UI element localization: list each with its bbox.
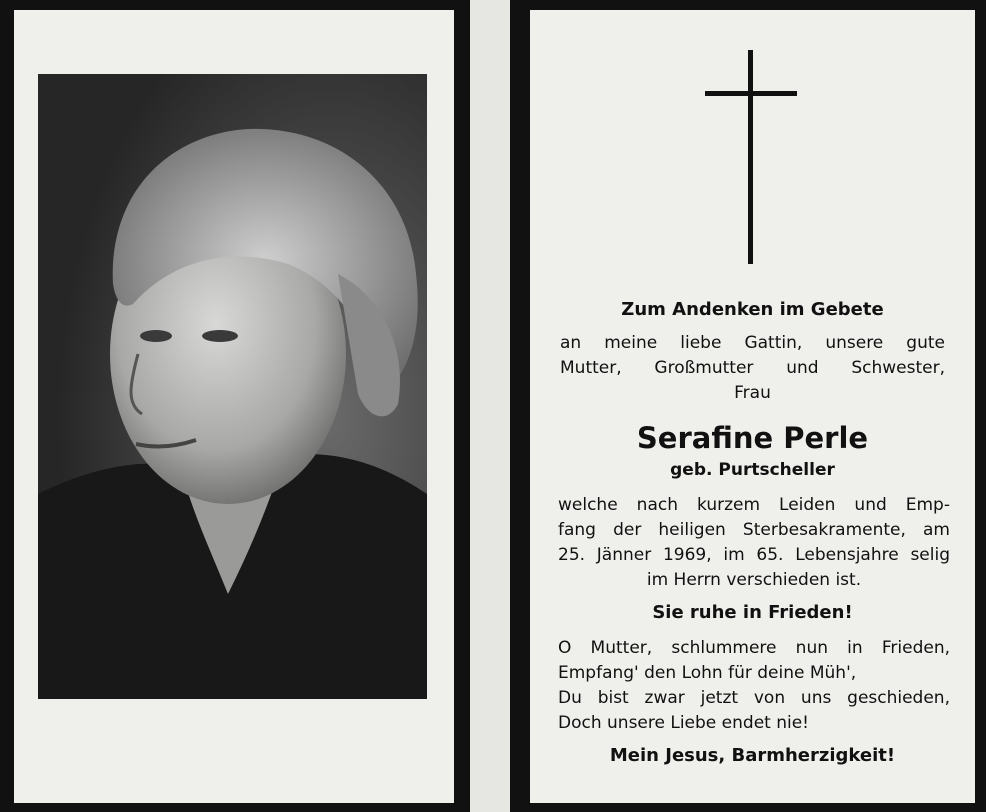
death-notice-line: im Herrn verschieden ist. bbox=[646, 570, 862, 590]
dedication-text bbox=[560, 331, 945, 406]
portrait-card bbox=[14, 10, 454, 803]
death-notice-line: welche nach kurzem Leiden und Emp- bbox=[558, 495, 950, 515]
dedication-line: Mutter, Großmutter und Schwester, bbox=[560, 358, 945, 378]
memorial-heading: Zum Andenken im Gebete bbox=[621, 299, 884, 320]
gutter-strip bbox=[470, 0, 510, 812]
maiden-name: geb. Purtscheller bbox=[670, 460, 835, 480]
death-notice-line: 25. Jänner 1969, im 65. Lebensjahre selig bbox=[558, 545, 950, 565]
poem-line: Empfang' den Lohn für deine Müh', bbox=[558, 663, 857, 683]
rest-in-peace: Sie ruhe in Frieden! bbox=[652, 602, 853, 623]
poem-line: Du bist zwar jetzt von uns geschieden, bbox=[558, 688, 950, 708]
death-notice bbox=[558, 493, 950, 593]
poem-line: O Mutter, schlummere nun in Frieden, bbox=[558, 638, 950, 658]
poem-line: Doch unsere Liebe endet nie! bbox=[558, 713, 809, 733]
death-notice-line: fang der heiligen Sterbesakramente, am bbox=[558, 520, 950, 540]
text-card bbox=[530, 10, 975, 803]
cross-icon bbox=[705, 50, 797, 264]
portrait-illustration bbox=[38, 74, 427, 699]
dedication-line: an meine liebe Gattin, unsere gute bbox=[560, 333, 945, 353]
deceased-name: Serafine Perle bbox=[636, 421, 869, 455]
dedication-line: Frau bbox=[734, 383, 771, 403]
poem bbox=[558, 636, 950, 736]
closing-prayer: Mein Jesus, Barmherzigkeit! bbox=[609, 745, 896, 766]
portrait-photo bbox=[38, 74, 427, 699]
